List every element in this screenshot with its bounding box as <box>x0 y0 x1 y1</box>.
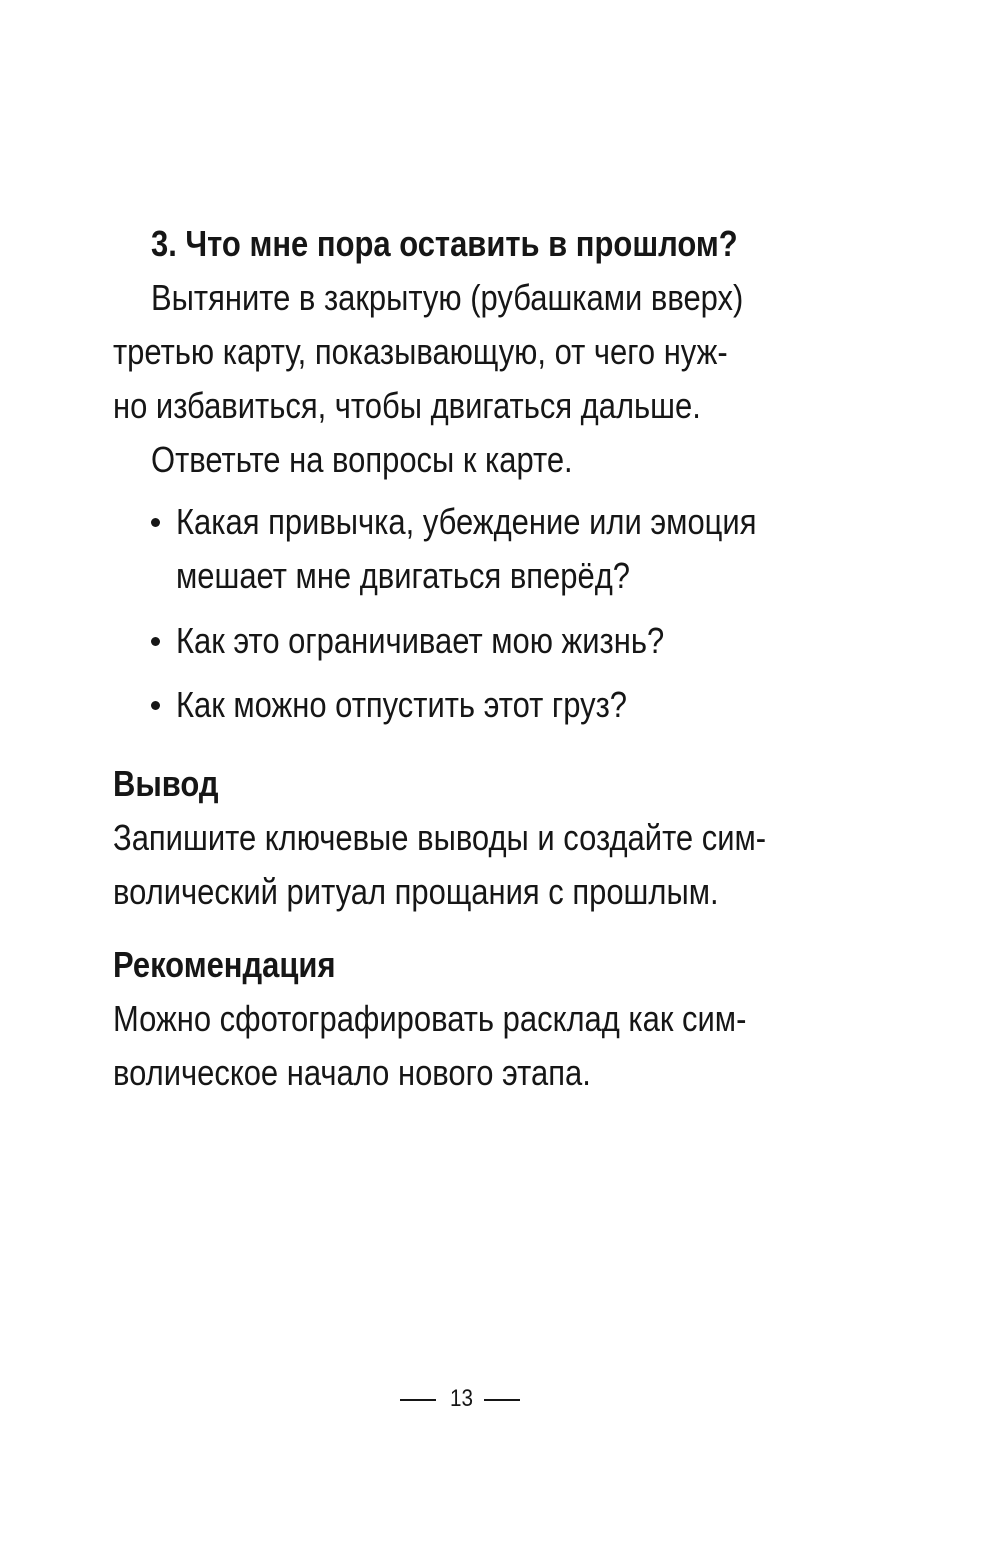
page-number-dash-left <box>400 1399 436 1401</box>
page-number-dash-right <box>484 1399 520 1401</box>
list-item: Как это ограничивает мою жизнь? <box>176 620 665 661</box>
page-number <box>400 1384 525 1414</box>
paragraph-line: Вытяните в закрытую (рубашками вверх) <box>151 277 744 318</box>
bullet-icon <box>151 518 160 527</box>
recommendation-line: Можно сфотографировать расклад как сим- <box>113 998 747 1039</box>
recommendation-heading: Рекомендация <box>113 944 336 985</box>
section-heading: 3. Что мне пора оставить в прошлом? <box>151 223 738 264</box>
paragraph-line: третью карту, показывающую, от чего нуж- <box>113 331 728 372</box>
conclusion-heading: Вывод <box>113 763 219 804</box>
bullet-icon <box>151 701 160 710</box>
questions-intro: Ответьте на вопросы к карте. <box>151 439 573 480</box>
bullet-icon <box>151 637 160 646</box>
list-item: Как можно отпустить этот груз? <box>176 684 628 725</box>
recommendation-line: волическое начало нового этапа. <box>113 1052 591 1093</box>
paragraph-line: но избавиться, чтобы двигаться дальше. <box>113 385 701 426</box>
list-item: Какая привычка, убеждение или эмоция <box>176 501 757 542</box>
conclusion-line: Запишите ключевые выводы и создайте сим- <box>113 817 767 858</box>
list-item-continuation: мешает мне двигаться вперёд? <box>176 555 630 596</box>
conclusion-line: волический ритуал прощания с прошлым. <box>113 871 719 912</box>
page-number-value: 13 <box>450 1385 473 1412</box>
